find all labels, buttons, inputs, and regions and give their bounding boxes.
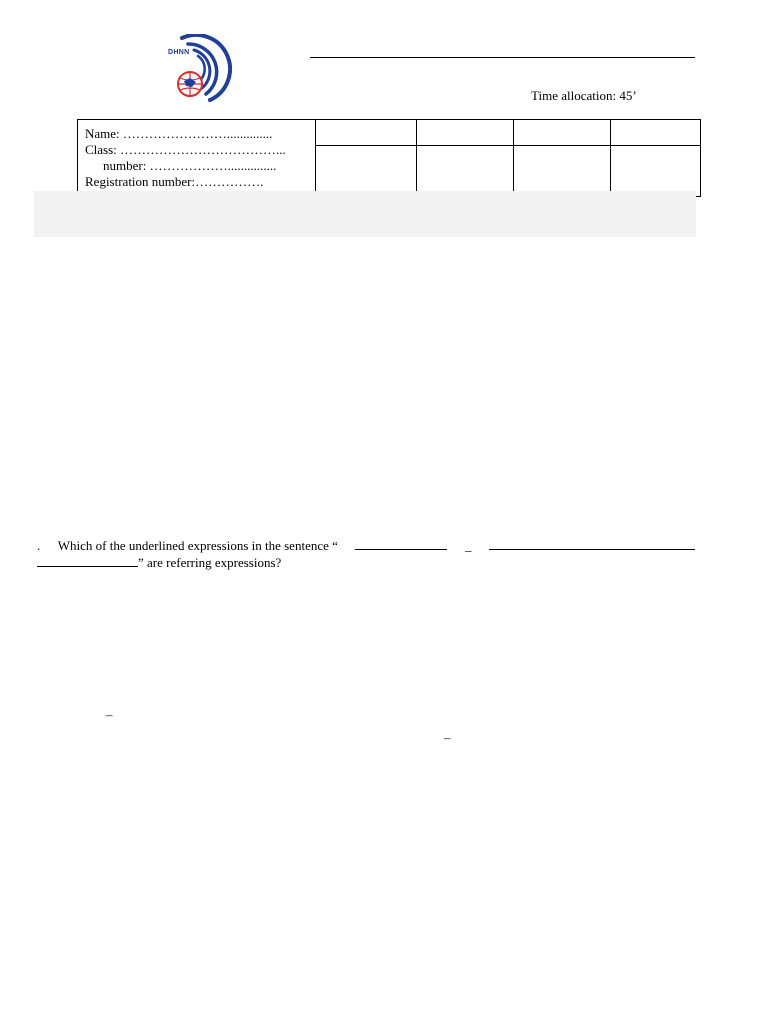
score-cell [514,145,611,196]
student-id-cell [78,120,316,197]
score-header-cell [611,120,701,146]
score-header-cell [316,120,417,146]
question-separator: _ [464,538,472,553]
score-cell [417,145,514,196]
name-field[interactable]: Name: …………………….............. [85,126,273,141]
dash-mark: – [106,707,113,722]
question-text-start: Which of the underlined expressions in the sentence “ [57,538,338,553]
instructions-band [34,191,696,237]
dash-mark: – [444,730,451,745]
time-allocation: Time allocation: 45’ [531,88,637,103]
registration-field[interactable]: Registration number:……………. [85,174,264,189]
underlined-blank-3 [37,554,138,567]
student-info-table [77,119,701,197]
number-field[interactable]: number: ………………............... [103,158,277,173]
underlined-blank-2 [489,537,695,550]
score-cell [316,145,417,196]
question-block [37,537,695,571]
class-field[interactable]: Class: ………………………………... [85,142,286,157]
underlined-blank-1 [355,537,447,550]
question-number: . [37,538,41,553]
score-header-cell [417,120,514,146]
score-cell [611,145,701,196]
question-text-end: ” are referring expressions? [138,555,282,570]
score-header-cell [514,120,611,146]
school-logo [160,34,232,104]
header-title-line [310,57,695,58]
logo-text: DHNN [168,49,190,56]
